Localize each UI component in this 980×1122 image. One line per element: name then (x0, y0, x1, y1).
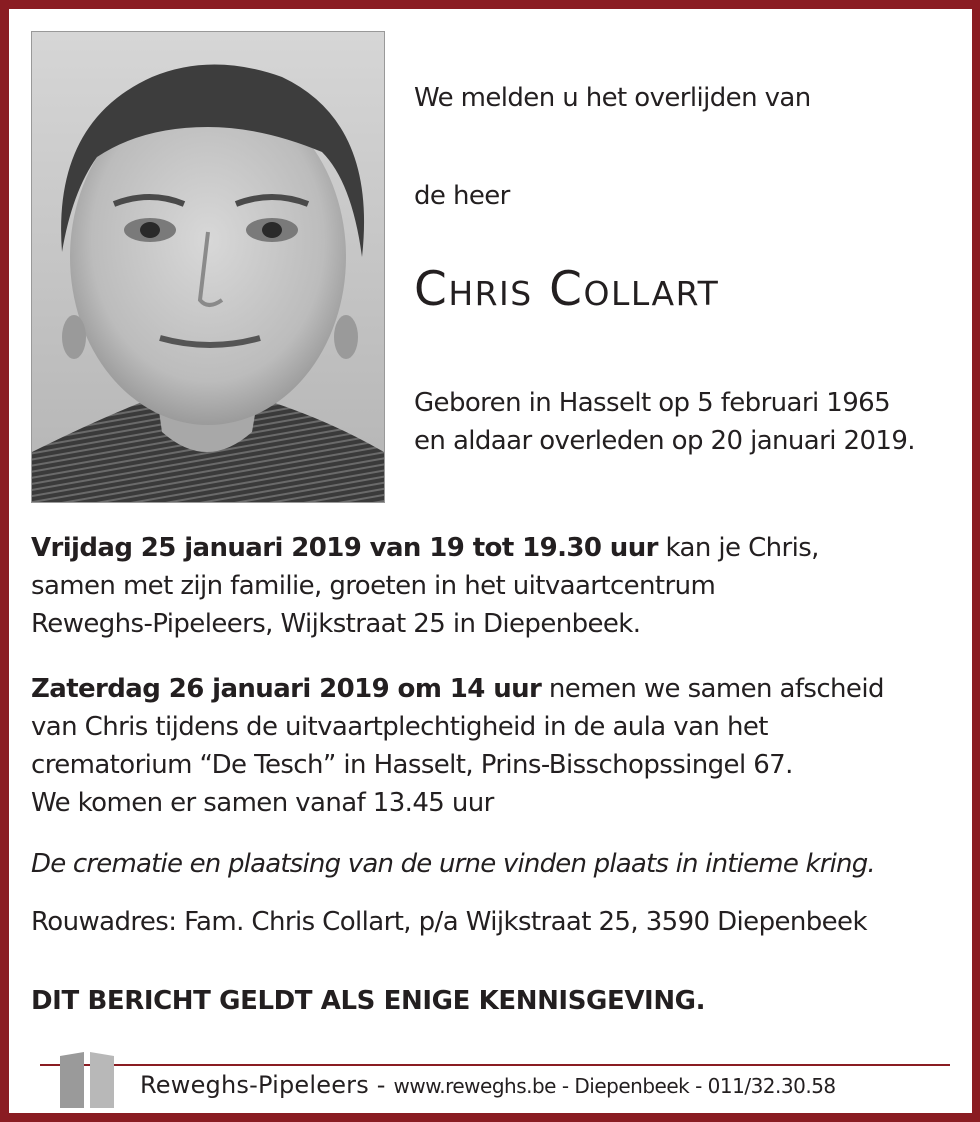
visitation-line1: kan je Chris, (657, 533, 819, 563)
condolence-address: Rouwadres: Fam. Chris Collart, p/a Wijkstraat 25, 3590 Diepenbeek (31, 907, 867, 937)
notice-statement: DIT BERICHT GELDT ALS ENIGE KENNISGEVING. (31, 986, 706, 1016)
birth-line: Geboren in Hasselt op 5 februari 1965 (414, 388, 891, 418)
intro-text: We melden u het overlijden van (414, 83, 811, 113)
ceremony-date: Zaterdag 26 januari 2019 om 14 uur (31, 674, 542, 704)
footer-divider (40, 1064, 950, 1066)
portrait-photo (31, 31, 385, 503)
footer-company: Reweghs-Pipeleers (140, 1071, 369, 1099)
visitation-paragraph (31, 529, 819, 643)
ceremony-line2: van Chris tijdens de uitvaartplechtigheid in de aula van het (31, 712, 768, 742)
ceremony-line3: crematorium “De Tesch” in Hasselt, Prins-Bisschopssingel 67. (31, 750, 793, 780)
visitation-line2: samen met zijn familie, groeten in het uitvaartcentrum (31, 571, 716, 601)
honorific: de heer (414, 181, 510, 211)
footer-contact (140, 1071, 836, 1099)
ceremony-line1: nemen we samen afscheid (541, 674, 884, 704)
footer-separator: - (368, 1071, 394, 1099)
cremation-note: De crematie en plaatsing van de urne vinden plaats in intieme kring. (31, 849, 875, 879)
visitation-line3: Reweghs-Pipeleers, Wijkstraat 25 in Diepenbeek. (31, 609, 641, 639)
visitation-date: Vrijdag 25 januari 2019 van 19 tot 19.30 uur (31, 533, 658, 563)
footer-details: www.reweghs.be - Diepenbeek - 011/32.30.58 (393, 1074, 836, 1098)
funeral-home-logo-icon (58, 1052, 118, 1108)
ceremony-paragraph (31, 670, 884, 822)
deceased-name: Chris Collart (414, 262, 720, 317)
birth-death-info (414, 384, 915, 460)
ceremony-line4: We komen er samen vanaf 13.45 uur (31, 788, 494, 818)
death-line: en aldaar overleden op 20 januari 2019. (414, 426, 915, 456)
